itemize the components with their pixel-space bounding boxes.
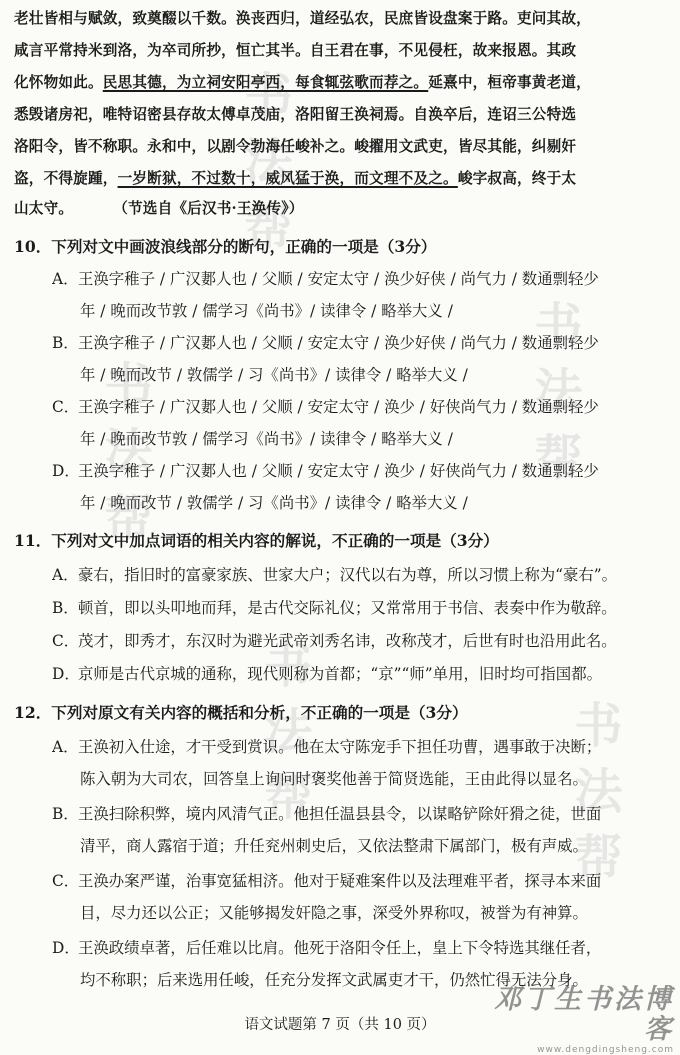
option-label: D． bbox=[52, 939, 80, 957]
option-label: D． bbox=[52, 462, 80, 480]
option-label: A． bbox=[52, 566, 79, 584]
option-text: 王涣办案严谨，治事宽猛相济。他对于疑难案件以及法理难平者，探寻本来面 bbox=[78, 872, 602, 890]
option-label: D． bbox=[52, 665, 80, 683]
option-a[interactable] bbox=[52, 268, 674, 290]
passage-text: 延熹中，桓帝事黄老道， bbox=[428, 74, 591, 91]
passage-line: 洛阳令，皆不称职。永和中，以剧令勃海任峻补之。峻擢用文武吏，皆尽其能，纠剔奸 bbox=[14, 138, 577, 155]
option-label: C． bbox=[52, 872, 80, 890]
option-d[interactable] bbox=[52, 937, 674, 959]
passage-line bbox=[14, 72, 670, 94]
brand-logo bbox=[478, 984, 674, 1055]
passage-source: （节选自《后汉书·王涣传》） bbox=[113, 200, 304, 217]
option-label: C． bbox=[52, 632, 80, 650]
option-c[interactable] bbox=[52, 630, 674, 652]
option-label: A． bbox=[52, 270, 79, 288]
watermark-text: 书法帮 bbox=[256, 640, 312, 838]
page-footer: 语文试题第 7 页（共 10 页） bbox=[244, 1017, 436, 1033]
option-label: B． bbox=[52, 334, 79, 352]
brand-url: www.dengdingsheng.com bbox=[537, 1045, 674, 1055]
option-label: B． bbox=[52, 599, 79, 617]
passage-line bbox=[14, 198, 670, 220]
option-a[interactable] bbox=[52, 564, 674, 586]
option-b[interactable] bbox=[52, 803, 674, 825]
option-d[interactable] bbox=[52, 460, 674, 482]
option-c[interactable] bbox=[52, 870, 674, 892]
option-continuation: 年 / 晚而改节 / 敦儒学 / 习《尚书》/ 读律令 / 略举大义 / bbox=[80, 366, 468, 384]
passage-text: 峻字叔高，终于太 bbox=[457, 170, 577, 187]
passage-text: 盗，不得旋踵， bbox=[14, 170, 118, 187]
option-text: 王涣扫除积弊，境内风清气正。他担任温县县令，以谋略铲除奸猾之徒，世面 bbox=[78, 805, 602, 823]
passage-text: 化怀物如此。 bbox=[14, 74, 103, 91]
option-text: 豪右，指旧时的富豪家族、世家大户；汉代以右为尊，所以习惯上称为“豪右”。 bbox=[78, 566, 618, 584]
option-text: 王涣政绩卓著，后任难以比肩。他死于洛阳令任上，皇上下令特选其继任者， bbox=[78, 939, 602, 957]
option-continuation: 年 / 晚而改节敦 / 儒学习《尚书》/ 读律令 / 略举大义 / bbox=[80, 302, 453, 320]
option-text: 王涣初入仕途，才干受到赏识。他在太守陈宠手下担任功曹，遇事敢于决断； bbox=[78, 738, 602, 756]
passage-text: 山太守。 bbox=[14, 200, 74, 217]
option-b[interactable] bbox=[52, 597, 674, 619]
passage-line: 悉毁诸房祀，唯特诏密县存故太傅卓茂庙，洛阳留王涣祠焉。自涣卒后，连诏三公特选 bbox=[14, 106, 577, 123]
watermark-text: 书法帮 bbox=[236, 70, 292, 268]
question-heading: 10．下列对文中画波浪线部分的断句，正确的一项是（3分） bbox=[14, 237, 437, 256]
question-heading: 12．下列对原文有关内容的概括和分析，不正确的一项是（3分） bbox=[14, 703, 468, 722]
option-continuation: 陈入朝为大司农，回答皇上询问时褒奖他善于简贤选能，王由此得以显名。 bbox=[80, 770, 588, 788]
brand-name: 邓丁生书法博客 bbox=[494, 984, 674, 1045]
question-heading: 11．下列对文中加点词语的相关内容的解说，不正确的一项是（3分） bbox=[14, 531, 499, 550]
option-continuation: 清平，商人露宿于道；升任兖州刺史后，又依法整肃下属部门，极有声威。 bbox=[80, 837, 588, 855]
option-c[interactable] bbox=[52, 396, 674, 418]
option-text: 王涣字稚子 / 广汉郪人也 / 父顺 / 安定太守 / 涣少 / 好侠尚气力 / 数通剽轻少 bbox=[78, 398, 599, 416]
option-text: 茂才，即秀才，东汉时为避光武帝刘秀名讳，改称茂才，后世有时也沿用此名。 bbox=[78, 632, 617, 650]
option-label: A． bbox=[52, 738, 79, 756]
option-a[interactable] bbox=[52, 736, 674, 758]
option-d[interactable] bbox=[52, 663, 674, 685]
option-continuation: 目，尽力还以公正；又能够揭发奸隐之事，深受外界称叹，被誉为有神算。 bbox=[80, 904, 588, 922]
option-text: 王涣字稚子 / 广汉郪人也 / 父顺 / 安定太守 / 涣少好侠 / 尚气力 / 数通剽轻少 bbox=[78, 270, 599, 288]
watermark-text: 书法帮 bbox=[526, 300, 582, 498]
option-text: 王涣字稚子 / 广汉郪人也 / 父顺 / 安定太守 / 涣少 / 好侠尚气力 / 数通剽轻少 bbox=[78, 462, 599, 480]
option-continuation: 年 / 晚而改节敦 / 儒学习《尚书》/ 读律令 / 略举大义 / bbox=[80, 430, 453, 448]
watermark-text: 书法帮 bbox=[566, 700, 622, 898]
underlined-sentence: 民思其德，为立祠安阳亭西，每食辄弦歌而荐之。 bbox=[102, 74, 429, 91]
passage-line: 咸言平常持米到洛，为卒司所抄，恒亡其半。自王君在事，不见侵枉，故来报恩。其政 bbox=[14, 42, 577, 59]
watermark-text: 书法帮 bbox=[96, 360, 152, 558]
option-b[interactable] bbox=[52, 332, 674, 354]
option-continuation: 均不称职；后来选用任峻，任充分发挥文武属吏才干，仍然忙得无法分身。 bbox=[80, 971, 588, 989]
option-text: 顿首，即以头叩地而拜，是古代交际礼仪；又常常用于书信、表奏中作为敬辞。 bbox=[78, 599, 617, 617]
passage-line bbox=[14, 168, 670, 190]
passage-line: 老壮皆相与赋敛，致奠醊以千数。涣丧西归，道经弘农，民庶皆设盘案于路。吏问其故， bbox=[14, 10, 591, 27]
option-continuation: 年 / 晚而改节 / 敦儒学 / 习《尚书》/ 读律令 / 略举大义 / bbox=[80, 494, 468, 512]
option-label: C． bbox=[52, 398, 80, 416]
option-text: 王涣字稚子 / 广汉郪人也 / 父顺 / 安定太守 / 涣少好侠 / 尚气力 / 数通剽轻少 bbox=[78, 334, 599, 352]
option-label: B． bbox=[52, 805, 79, 823]
option-text: 京师是古代京城的通称，现代则称为首都；“京”“师”单用，旧时均可指国都。 bbox=[78, 665, 602, 683]
underlined-sentence: 一岁断狱，不过数十，威风猛于涣，而文理不及之。 bbox=[117, 170, 458, 187]
